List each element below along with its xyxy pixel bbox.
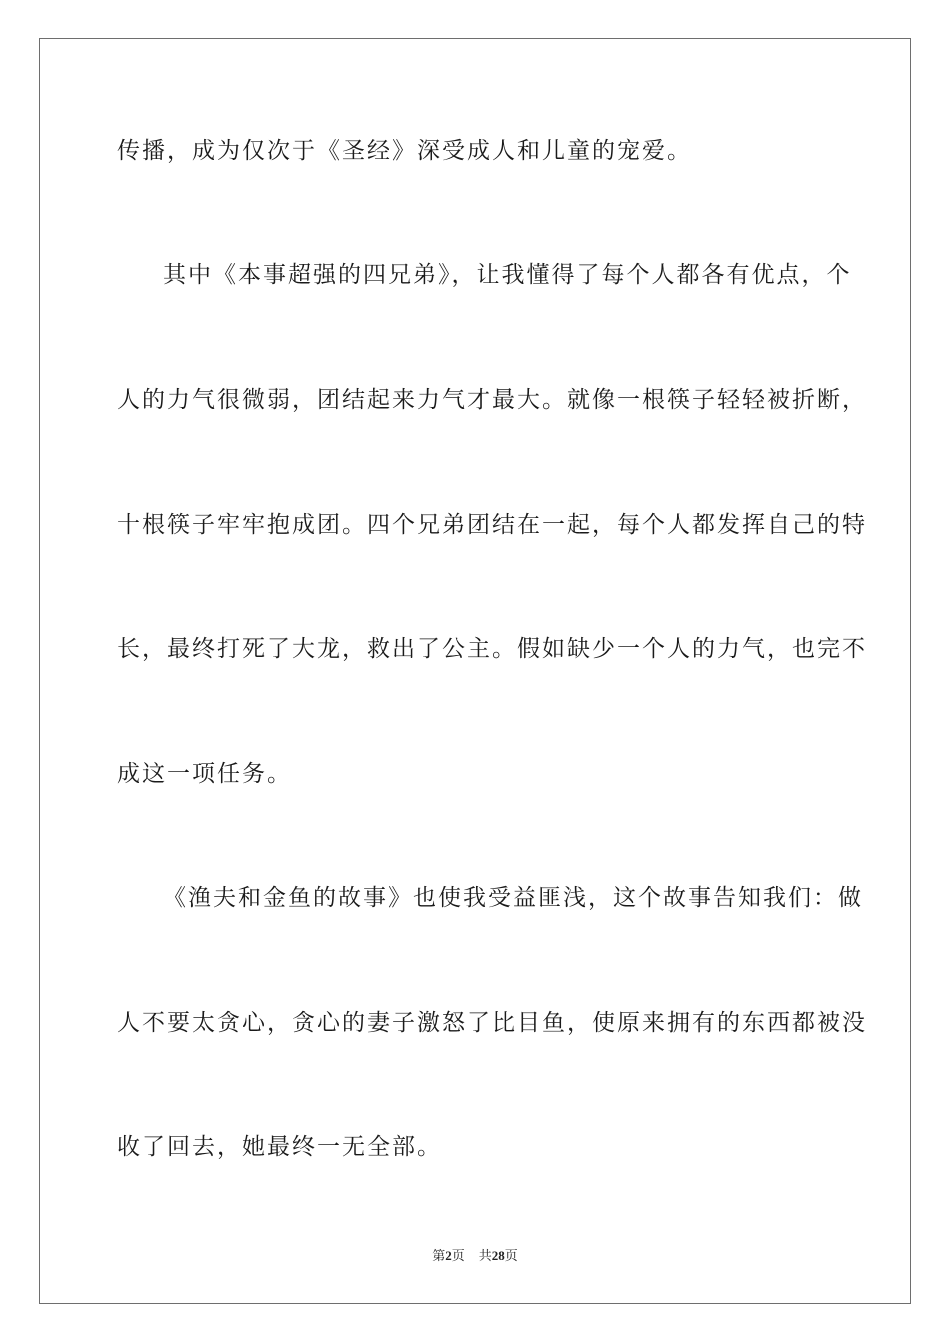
page-border	[39, 38, 911, 1304]
text-line-3: 人的力气很微弱，团结起来力气才最大。就像一根筷子轻轻被折断，	[117, 387, 867, 413]
text-line-2: 其中《本事超强的四兄弟》，让我懂得了每个人都各有优点，个	[163, 262, 852, 288]
text-line-9: 收了回去，她最终一无全部。	[117, 1134, 442, 1160]
total-pages: 28	[491, 1248, 505, 1263]
text-line-6: 成这一项任务。	[117, 761, 292, 787]
total-prefix: 共	[478, 1248, 492, 1263]
page-prefix: 第	[432, 1248, 446, 1263]
total-suffix: 页	[504, 1248, 518, 1263]
page-suffix: 页	[451, 1248, 465, 1263]
text-line-1: 传播，成为仅次于《圣经》深受成人和儿童的宠爱。	[117, 138, 692, 164]
text-line-7: 《渔夫和金鱼的故事》也使我受益匪浅，这个故事告知我们：做	[163, 885, 863, 911]
text-line-8: 人不要太贪心，贪心的妻子激怒了比目鱼，使原来拥有的东西都被没	[117, 1010, 867, 1036]
page-number: 2	[445, 1248, 452, 1263]
page-footer	[0, 1245, 950, 1264]
text-line-5: 长，最终打死了大龙，救出了公主。假如缺少一个人的力气，也完不	[117, 636, 867, 662]
text-line-4: 十根筷子牢牢抱成团。四个兄弟团结在一起，每个人都发挥自己的特	[117, 512, 867, 538]
